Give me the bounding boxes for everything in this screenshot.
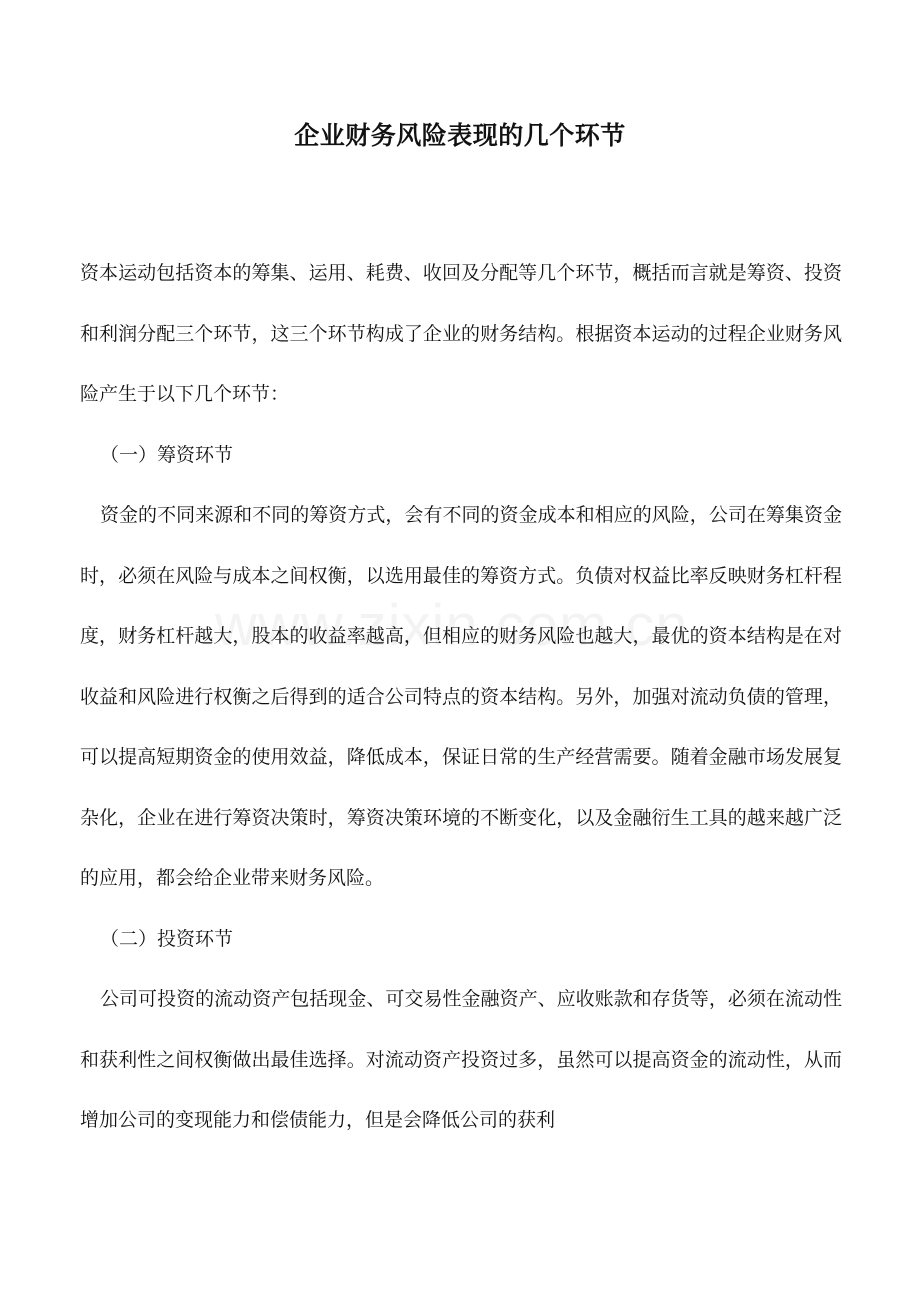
investment-paragraph: 公司可投资的流动资产包括现金、可交易性金融资产、应收账款和存货等，必须在流动性和获利性之间权衡做出最佳选择。对流动资产投资过多，虽然可以提高资金的流动性，从而增加公司的变现能力和偿债能力，但是会降低公司的获利 [80, 988, 842, 1131]
financing-paragraph: 资金的不同来源和不同的筹资方式，会有不同的资金成本和相应的风险，公司在筹集资金时，必须在风险与成本之间权衡，以选用最佳的筹资方式。负债对权益比率反映财务杠杆程度，财务杠杆越大，股本的收益率越高，但相应的财务风险也越大，最优的资本结构是在对收益和风险进行权衡之后得到的适合公司特点的资本结构。另外，加强对流动负债的管理，可以提高短期资金的使用效益，降低成本，保证日常的生产经营需要。随着金融市场发展复杂化，企业在进行筹资决策时，筹资决策环境的不断变化，以及金融衍生工具的越来越广泛的应用，都会给企业带来财务风险。 [80, 504, 842, 889]
section-heading-investment: （二）投资环节 [100, 927, 234, 950]
section-heading-financing: （一）筹资环节 [100, 443, 234, 466]
document-title: 企业财务风险表现的几个环节 [294, 121, 626, 150]
intro-paragraph: 资本运动包括资本的筹集、运用、耗费、收回及分配等几个环节，概括而言就是筹资、投资和利润分配三个环节，这三个环节构成了企业的财务结构。根据资本运动的过程企业财务风险产生于以下几个环节： [80, 262, 842, 405]
document-body [80, 243, 842, 1151]
